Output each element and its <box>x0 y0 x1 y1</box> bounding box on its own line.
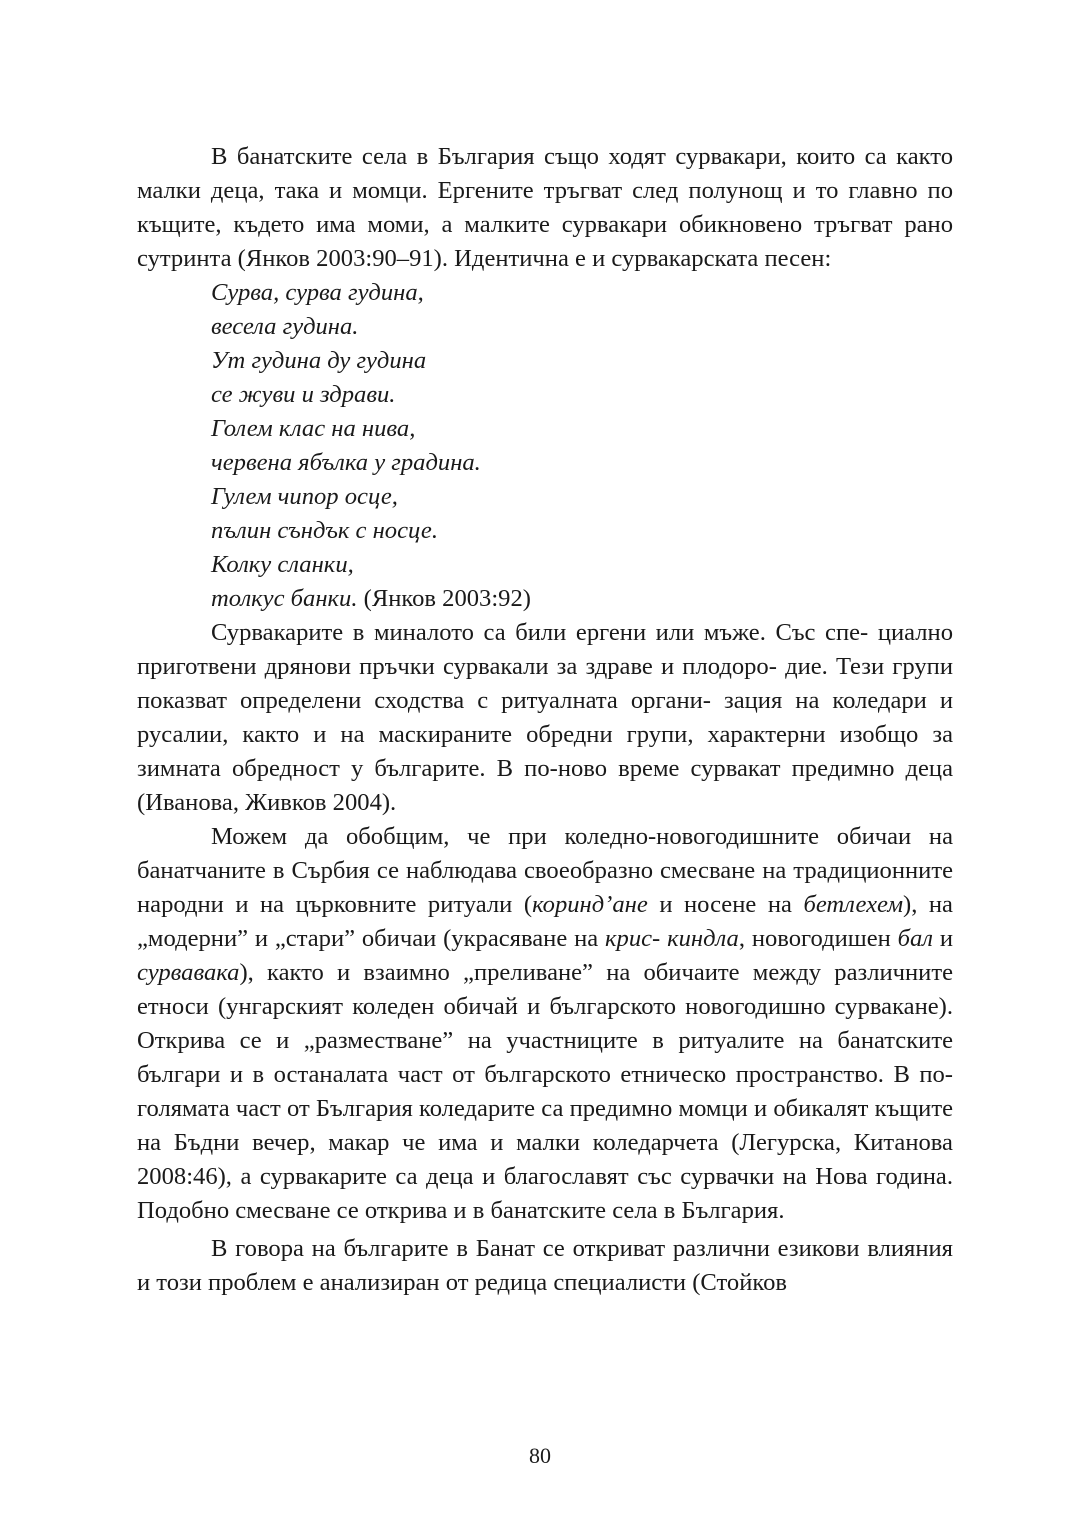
text-line: обикновено тръгват рано сутринта (Янков 2003:90–91). Идентична е <box>137 211 953 272</box>
poem-line: Голем клас на нива, <box>211 415 416 442</box>
text-line: дие. Тези групи показват определени сходства с ритуалната органи- <box>137 653 953 714</box>
text-segment: ), на „модерни” и „стари” обичаи (украсяване на <box>137 891 953 952</box>
page-number: 80 <box>529 1443 551 1468</box>
text-line: зация на коледари и русалии, както и на маскираните обредни групи, <box>137 687 954 748</box>
poem-line: весела гудина. <box>211 313 359 340</box>
poem-citation: (Янков 2003:92) <box>357 585 531 612</box>
text-line: влияния и този проблем е анализиран от редица специалисти (Стойков <box>137 1235 953 1296</box>
text-line: и сурвакарската песен: <box>592 245 832 272</box>
text-line: В банатските села в България също ходят сурвакари, които <box>211 143 856 170</box>
text-line: на обичаите между различните етноси (унгарският коледен обичай <box>137 959 953 1020</box>
text-line: вечер, макар че има и малки коледарчета (Легурска, Китанова 2008:46), <box>137 1129 953 1190</box>
text-line: Подобно смесване се открива и в банатските села в България. <box>137 1197 785 1224</box>
carol-poem <box>137 276 953 616</box>
term-italic: бал <box>897 925 933 952</box>
text-line: време сурвакат предимно деца (Иванова, Живков 2004). <box>137 755 953 816</box>
term-italic: коринд’ане <box>532 891 648 918</box>
term-italic: сурвавака <box>137 959 240 986</box>
term-italic: киндла <box>667 925 739 952</box>
term-italic: крис- <box>605 925 661 952</box>
text-segment: традиционните народни и на църковните ритуали ( <box>137 857 953 918</box>
text-line: Можем да обобщим, че при коледно-новогодишните обичаи <box>211 823 912 850</box>
text-line: циално приготвени дрянови пръчки сурвакали за здраве и плодоро- <box>137 619 953 680</box>
text-line: характерни изобщо за зимната обредност у българите. В по-ново <box>137 721 953 782</box>
body-text <box>137 140 953 1300</box>
paragraph-4 <box>137 1232 953 1300</box>
text-line: Сурвакарите в миналото са били ергени или мъже. Със спе- <box>211 619 869 646</box>
text-segment: ), както и взаимно „преливане” <box>239 959 593 986</box>
poem-line: Сурва, сурва гудина, <box>211 279 424 306</box>
poem-line: Колку сланки, <box>211 551 354 578</box>
text-line: от България коледарите са предимно момци и обикалят къщите на Бъдни <box>137 1095 953 1156</box>
poem-text: толкус банки. <box>211 585 358 612</box>
text-segment: , новогодишен <box>738 925 898 952</box>
poem-line-last <box>211 582 953 616</box>
paragraph-2 <box>137 616 953 820</box>
text-line: са както малки деца, така и момци. Ергените тръгват след полунощ <box>137 143 953 204</box>
text-line: част от българското етническо пространство. В по-голямата част <box>137 1061 953 1122</box>
text-line: и българското новогодишно сурвакане). Открива се и „разместване” <box>137 993 953 1054</box>
text-segment: и <box>933 925 953 952</box>
poem-line: се жуви и здрави. <box>211 381 396 408</box>
text-line: на банатчаните в Сърбия се наблюдава своеобразно смесване на <box>137 823 953 884</box>
poem-line: червена ябълка у градина. <box>211 449 481 476</box>
poem-line: Гулем чипор осце, <box>211 483 398 510</box>
text-segment: и носене <box>647 891 757 918</box>
text-segment: на <box>767 891 804 918</box>
paragraph-3 <box>137 820 953 1228</box>
text-line: на участниците в ритуалите на банатските българи и в останалата <box>137 1027 953 1088</box>
text-line: В говора на българите в Банат се откриват различни езикови <box>211 1235 860 1262</box>
text-line: и то главно по къщите, където има моми, а малките сурвакари <box>137 177 953 238</box>
term-italic: бетлехем <box>803 891 904 918</box>
text-line: а сурвакарите са деца и благославят със сурвачки на Нова година. <box>240 1163 953 1190</box>
poem-line: пълин съндък с носце. <box>211 517 438 544</box>
poem-line: Ут гудина ду гудина <box>211 347 427 374</box>
paragraph-1 <box>137 140 953 276</box>
